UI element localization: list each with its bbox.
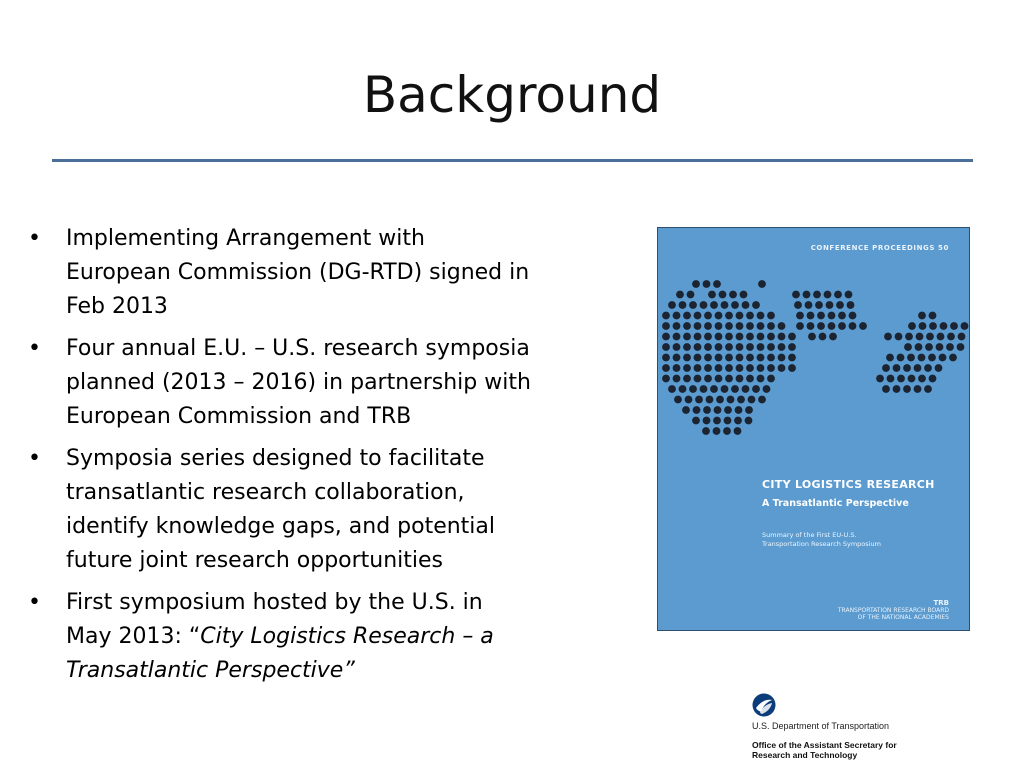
map-dot bbox=[704, 312, 712, 320]
map-dot bbox=[745, 406, 753, 414]
map-dot bbox=[757, 354, 765, 362]
map-dot bbox=[662, 343, 670, 351]
map-dot bbox=[746, 354, 754, 362]
map-dot bbox=[714, 406, 722, 414]
bullet-item bbox=[28, 222, 588, 324]
map-dot bbox=[746, 333, 754, 341]
map-dot bbox=[748, 396, 756, 404]
map-dot bbox=[673, 322, 681, 330]
map-dot bbox=[736, 322, 744, 330]
map-dot bbox=[936, 343, 944, 351]
map-dot bbox=[725, 354, 733, 362]
map-dot bbox=[882, 364, 890, 372]
map-dot bbox=[694, 333, 702, 341]
bullet-item bbox=[28, 442, 588, 578]
map-dot bbox=[719, 291, 727, 299]
map-dot bbox=[704, 333, 712, 341]
map-dot bbox=[946, 343, 954, 351]
cover-series-label: CONFERENCE PROCEEDINGS 50 bbox=[810, 244, 949, 252]
map-dot bbox=[767, 343, 775, 351]
bullet-text-line: planned (2013 – 2016) in partnership with bbox=[66, 370, 531, 395]
cover-summary-line: Transportation Research Symposium bbox=[762, 540, 881, 548]
map-dot bbox=[884, 333, 892, 341]
map-dot bbox=[897, 354, 905, 362]
map-dot bbox=[715, 354, 723, 362]
bullet-text-line: First symposium hosted by the U.S. in bbox=[66, 590, 483, 615]
map-dot bbox=[757, 322, 765, 330]
map-dot bbox=[742, 301, 750, 309]
map-dot bbox=[849, 322, 857, 330]
map-dot bbox=[740, 291, 748, 299]
map-dot bbox=[694, 343, 702, 351]
map-dot bbox=[905, 333, 913, 341]
map-dot bbox=[692, 417, 700, 425]
bullet-glyph: • bbox=[28, 446, 41, 471]
world-map-dot-pattern bbox=[658, 228, 970, 631]
map-dot bbox=[683, 333, 691, 341]
map-dot bbox=[746, 343, 754, 351]
map-dot bbox=[725, 343, 733, 351]
map-dot bbox=[727, 396, 735, 404]
map-dot bbox=[845, 291, 853, 299]
publication-title-italic: City Logistics Research – a bbox=[200, 624, 494, 649]
map-dot bbox=[929, 312, 937, 320]
map-dot bbox=[914, 385, 922, 393]
map-dot bbox=[723, 427, 731, 435]
map-dot bbox=[757, 364, 765, 372]
publication-cover-image bbox=[657, 227, 970, 631]
map-dot bbox=[914, 364, 922, 372]
map-dot bbox=[746, 375, 754, 383]
map-dot bbox=[778, 333, 786, 341]
map-dot bbox=[662, 375, 670, 383]
map-dot bbox=[808, 333, 816, 341]
map-dot bbox=[834, 291, 842, 299]
map-dot bbox=[704, 343, 712, 351]
map-dot bbox=[939, 354, 947, 362]
map-dot bbox=[700, 385, 708, 393]
map-dot bbox=[702, 427, 710, 435]
map-dot bbox=[662, 312, 670, 320]
map-dot bbox=[746, 322, 754, 330]
map-dot bbox=[736, 312, 744, 320]
map-dot bbox=[731, 385, 739, 393]
map-dot bbox=[736, 375, 744, 383]
map-dot bbox=[676, 291, 684, 299]
map-dot bbox=[763, 385, 771, 393]
map-dot bbox=[679, 301, 687, 309]
map-dot bbox=[847, 301, 855, 309]
map-dot bbox=[924, 364, 932, 372]
map-dot bbox=[746, 312, 754, 320]
map-dot bbox=[819, 333, 827, 341]
cover-title: CITY LOGISTICS RESEARCH bbox=[762, 478, 935, 491]
map-dot bbox=[949, 354, 957, 362]
bullet-text-line: European Commission and TRB bbox=[66, 404, 412, 429]
map-dot bbox=[734, 427, 742, 435]
map-dot bbox=[947, 333, 955, 341]
map-dot bbox=[725, 333, 733, 341]
map-dot bbox=[668, 301, 676, 309]
map-dot bbox=[729, 291, 737, 299]
map-dot bbox=[736, 354, 744, 362]
cover-subtitle: A Transatlantic Perspective bbox=[762, 498, 909, 509]
map-dot bbox=[736, 343, 744, 351]
title-divider bbox=[52, 159, 973, 162]
map-dot bbox=[929, 322, 937, 330]
map-dot bbox=[694, 375, 702, 383]
map-dot bbox=[674, 396, 682, 404]
map-dot bbox=[713, 427, 721, 435]
map-dot bbox=[803, 291, 811, 299]
map-dot bbox=[724, 417, 732, 425]
publisher-logo bbox=[838, 600, 949, 621]
office-name bbox=[752, 740, 952, 760]
map-dot bbox=[682, 406, 690, 414]
map-dot bbox=[859, 322, 867, 330]
map-dot bbox=[685, 396, 693, 404]
map-dot bbox=[828, 312, 836, 320]
map-dot bbox=[734, 417, 742, 425]
map-dot bbox=[662, 333, 670, 341]
map-dot bbox=[778, 322, 786, 330]
office-line: Office of the Assistant Secretary for bbox=[752, 740, 897, 750]
map-dot bbox=[704, 354, 712, 362]
map-dot bbox=[673, 343, 681, 351]
map-dot bbox=[752, 385, 760, 393]
map-dot bbox=[792, 291, 800, 299]
map-dot bbox=[907, 354, 915, 362]
map-dot bbox=[704, 375, 712, 383]
map-dot bbox=[716, 396, 724, 404]
map-dot bbox=[662, 364, 670, 372]
map-dot bbox=[725, 364, 733, 372]
map-dot bbox=[937, 333, 945, 341]
map-dot bbox=[829, 333, 837, 341]
map-dot bbox=[742, 385, 750, 393]
map-dot bbox=[778, 354, 786, 362]
map-dot bbox=[915, 343, 923, 351]
map-dot bbox=[826, 301, 834, 309]
map-dot bbox=[757, 375, 765, 383]
map-dot bbox=[767, 333, 775, 341]
map-dot bbox=[918, 312, 926, 320]
bullet-text-line: European Commission (DG-RTD) signed in bbox=[66, 260, 530, 285]
map-dot bbox=[882, 385, 890, 393]
map-dot bbox=[778, 364, 786, 372]
map-dot bbox=[757, 333, 765, 341]
map-dot bbox=[683, 375, 691, 383]
map-dot bbox=[704, 364, 712, 372]
bullet-text-line: Implementing Arrangement with bbox=[66, 226, 425, 251]
map-dot bbox=[736, 364, 744, 372]
map-dot bbox=[710, 385, 718, 393]
map-dot bbox=[757, 343, 765, 351]
map-dot bbox=[908, 322, 916, 330]
map-dot bbox=[695, 396, 703, 404]
map-dot bbox=[919, 322, 927, 330]
map-dot bbox=[893, 364, 901, 372]
map-dot bbox=[683, 343, 691, 351]
map-dot bbox=[887, 375, 895, 383]
bullet-text-line: Feb 2013 bbox=[66, 294, 168, 319]
map-dot bbox=[715, 375, 723, 383]
map-dot bbox=[788, 333, 796, 341]
map-dot bbox=[916, 333, 924, 341]
map-dot bbox=[679, 385, 687, 393]
bullet-text-plain: May 2013: “ bbox=[66, 624, 201, 649]
map-dot bbox=[715, 322, 723, 330]
map-dot bbox=[903, 364, 911, 372]
bullet-text-line: transatlantic research collaboration, bbox=[66, 480, 465, 505]
map-dot bbox=[673, 312, 681, 320]
map-dot bbox=[935, 364, 943, 372]
map-dot bbox=[904, 343, 912, 351]
bullet-item bbox=[28, 332, 588, 434]
bullet-text-line: Symposia series designed to facilitate bbox=[66, 446, 485, 471]
map-dot bbox=[713, 280, 721, 288]
map-dot bbox=[807, 312, 815, 320]
map-dot bbox=[673, 364, 681, 372]
map-dot bbox=[721, 385, 729, 393]
map-dot bbox=[737, 396, 745, 404]
map-dot bbox=[693, 406, 701, 414]
map-dot bbox=[668, 385, 676, 393]
map-dot bbox=[796, 312, 804, 320]
map-dot bbox=[703, 280, 711, 288]
map-dot bbox=[813, 291, 821, 299]
map-dot bbox=[673, 375, 681, 383]
map-dot bbox=[715, 364, 723, 372]
publisher-mark: TRB bbox=[933, 599, 949, 607]
map-dot bbox=[950, 322, 958, 330]
map-dot bbox=[918, 375, 926, 383]
map-dot bbox=[736, 333, 744, 341]
map-dot bbox=[897, 375, 905, 383]
publisher-line: TRANSPORTATION RESEARCH BOARD bbox=[837, 607, 949, 614]
bullet-item bbox=[28, 586, 588, 688]
map-dot bbox=[767, 322, 775, 330]
map-dot bbox=[767, 312, 775, 320]
map-dot bbox=[805, 301, 813, 309]
map-dot bbox=[886, 354, 894, 362]
map-dot bbox=[925, 343, 933, 351]
map-dot bbox=[735, 406, 743, 414]
map-dot bbox=[838, 312, 846, 320]
map-dot bbox=[926, 333, 934, 341]
map-dot bbox=[694, 354, 702, 362]
map-dot bbox=[687, 291, 695, 299]
bullet-text-line: Four annual E.U. – U.S. research symposia bbox=[66, 336, 530, 361]
map-dot bbox=[895, 333, 903, 341]
map-dot bbox=[767, 354, 775, 362]
map-dot bbox=[694, 312, 702, 320]
publisher-line: OF THE NATIONAL ACADEMIES bbox=[857, 614, 949, 621]
department-name: U.S. Department of Transportation bbox=[752, 721, 890, 731]
publication-title-italic: Transatlantic Perspective” bbox=[66, 658, 355, 683]
map-dot bbox=[708, 291, 716, 299]
bullet-text-line: identify knowledge gaps, and potential bbox=[66, 514, 496, 539]
map-dot bbox=[836, 301, 844, 309]
map-dot bbox=[715, 343, 723, 351]
map-dot bbox=[673, 354, 681, 362]
bullet-glyph: • bbox=[28, 226, 41, 251]
dot-logo-icon bbox=[752, 693, 776, 717]
map-dot bbox=[683, 364, 691, 372]
map-dot bbox=[704, 322, 712, 330]
map-dot bbox=[958, 333, 966, 341]
bullet-text-line: future joint research opportunities bbox=[66, 548, 444, 573]
map-dot bbox=[817, 322, 825, 330]
map-dot bbox=[715, 333, 723, 341]
map-dot bbox=[694, 322, 702, 330]
map-dot bbox=[918, 354, 926, 362]
map-dot bbox=[703, 406, 711, 414]
map-dot bbox=[807, 322, 815, 330]
map-dot bbox=[689, 385, 697, 393]
map-dot bbox=[929, 375, 937, 383]
map-dot bbox=[745, 417, 753, 425]
map-dot bbox=[876, 375, 884, 383]
map-dot bbox=[778, 343, 786, 351]
map-dot bbox=[788, 343, 796, 351]
bullet-glyph: • bbox=[28, 336, 41, 361]
map-dot bbox=[961, 322, 969, 330]
map-dot bbox=[752, 301, 760, 309]
map-dot bbox=[700, 301, 708, 309]
map-dot bbox=[903, 385, 911, 393]
map-dot bbox=[683, 312, 691, 320]
map-dot bbox=[794, 301, 802, 309]
map-dot bbox=[893, 385, 901, 393]
map-dot bbox=[724, 406, 732, 414]
map-dot bbox=[758, 280, 766, 288]
map-dot bbox=[815, 301, 823, 309]
map-dot bbox=[715, 312, 723, 320]
map-dot bbox=[662, 354, 670, 362]
map-dot bbox=[725, 375, 733, 383]
map-dot bbox=[940, 322, 948, 330]
map-dot bbox=[767, 375, 775, 383]
cover-summary bbox=[762, 531, 932, 549]
map-dot bbox=[725, 322, 733, 330]
map-dot bbox=[694, 364, 702, 372]
map-dot bbox=[908, 375, 916, 383]
map-dot bbox=[673, 333, 681, 341]
map-dot bbox=[928, 354, 936, 362]
map-dot bbox=[824, 291, 832, 299]
map-dot bbox=[767, 364, 775, 372]
map-dot bbox=[725, 312, 733, 320]
map-dot bbox=[721, 301, 729, 309]
map-dot bbox=[817, 312, 825, 320]
map-dot bbox=[788, 354, 796, 362]
bullet-list bbox=[28, 222, 588, 696]
map-dot bbox=[713, 417, 721, 425]
cover-summary-line: Summary of the First EU-U.S. bbox=[762, 531, 857, 539]
map-dot bbox=[683, 354, 691, 362]
map-dot bbox=[957, 343, 965, 351]
map-dot bbox=[683, 322, 691, 330]
map-dot bbox=[746, 364, 754, 372]
map-dot bbox=[703, 417, 711, 425]
map-dot bbox=[706, 396, 714, 404]
map-dot bbox=[757, 312, 765, 320]
map-dot bbox=[758, 396, 766, 404]
map-dot bbox=[692, 280, 700, 288]
map-dot bbox=[788, 364, 796, 372]
map-dot bbox=[828, 322, 836, 330]
map-dot bbox=[731, 301, 739, 309]
map-dot bbox=[849, 312, 857, 320]
map-dot bbox=[838, 322, 846, 330]
map-dot bbox=[710, 301, 718, 309]
map-dot bbox=[689, 301, 697, 309]
map-dot bbox=[924, 385, 932, 393]
bullet-text-line bbox=[66, 620, 588, 654]
bullet-glyph: • bbox=[28, 590, 41, 615]
office-line: Research and Technology bbox=[752, 750, 858, 760]
map-dot bbox=[662, 322, 670, 330]
map-dot bbox=[796, 322, 804, 330]
slide-title: Background bbox=[362, 66, 662, 124]
